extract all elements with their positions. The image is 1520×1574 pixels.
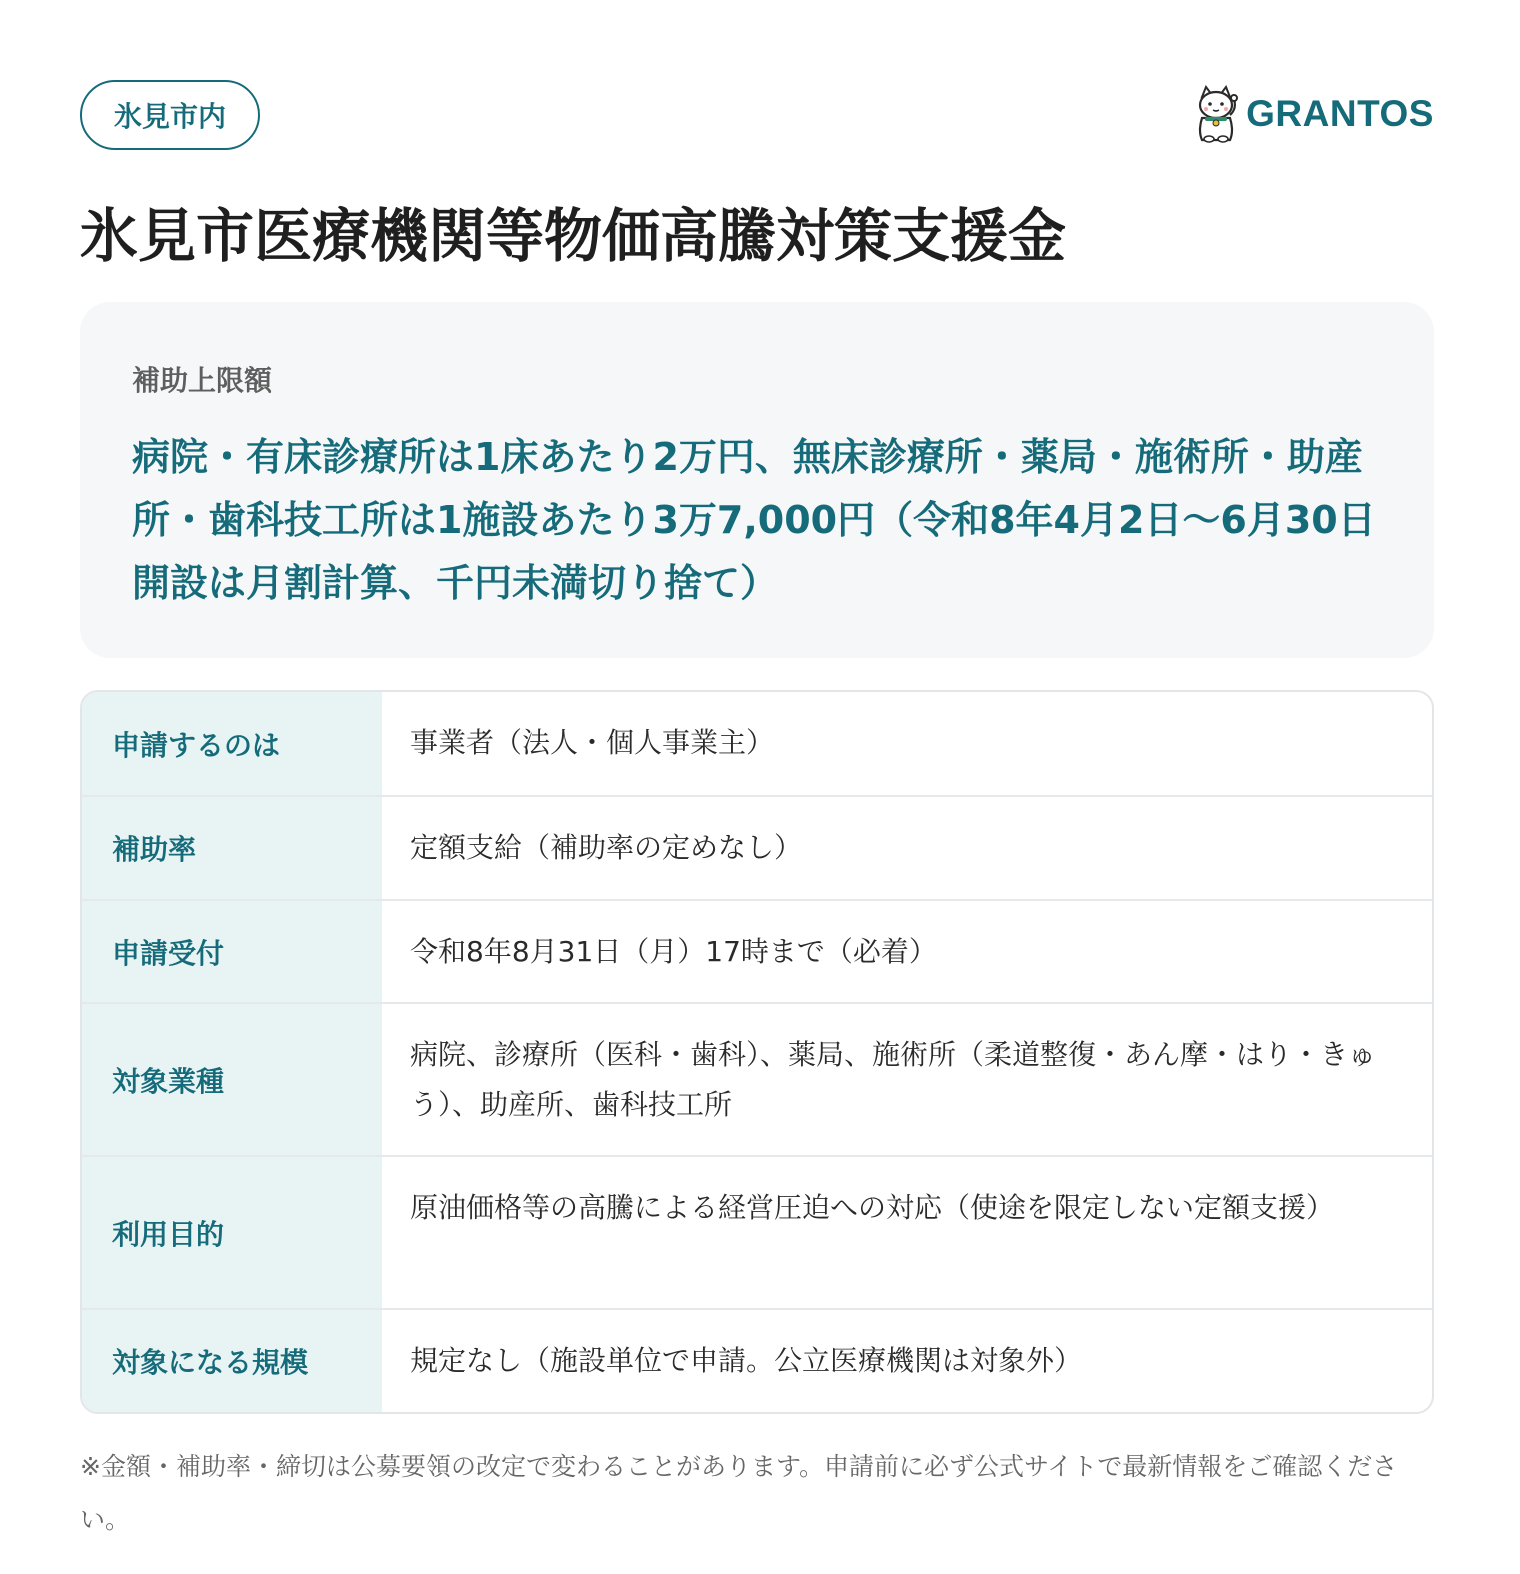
row-value: 定額支給（補助率の定めなし） xyxy=(410,831,803,864)
disclaimer-note: ※金額・補助率・締切は公募要領の改定で変わることがあります。申請前に必ず公式サイトで最新情報をご確認ください。 xyxy=(80,1452,1398,1534)
table-row xyxy=(82,692,1432,795)
amount-box xyxy=(80,302,1434,658)
logo-text: GRANTOS xyxy=(1246,93,1434,134)
logo xyxy=(1194,84,1434,144)
row-value: 令和8年8月31日（月）17時まで（必着） xyxy=(410,935,937,968)
amount-label: 補助上限額 xyxy=(132,364,273,397)
table-row xyxy=(82,1002,1432,1155)
row-label: 申請受付 xyxy=(82,901,382,1002)
header xyxy=(80,80,1434,150)
row-label: 申請するのは xyxy=(82,692,382,795)
amount-value: 病院・有床診療所は1床あたり2万円、無床診療所・薬局・施術所・助産所・歯科技工所は1施設あたり3万7,000円（令和8年4月2日〜6月30日開設は月割計算、千円未満切り捨て） xyxy=(132,435,1376,605)
row-value: 病院、診療所（医科・歯科）、薬局、施術所（柔道整復・あん摩・はり・きゅう）、助産所、歯科技工所 xyxy=(410,1038,1377,1121)
row-label: 補助率 xyxy=(82,797,382,899)
lucky-cat-icon xyxy=(1194,85,1238,143)
page-title: 氷見市医療機関等物価高騰対策支援金 xyxy=(80,202,1067,270)
table-row xyxy=(82,795,1432,899)
table-row xyxy=(82,1155,1432,1308)
row-label: 利用目的 xyxy=(82,1157,382,1308)
table-row xyxy=(82,1308,1432,1412)
info-table xyxy=(80,690,1434,1414)
row-value: 事業者（法人・個人事業主） xyxy=(410,726,775,759)
row-label: 対象になる規模 xyxy=(82,1310,382,1412)
table-row xyxy=(82,899,1432,1002)
row-value: 規定なし（施設単位で申請。公立医療機関は対象外） xyxy=(410,1344,1083,1377)
row-label: 対象業種 xyxy=(82,1004,382,1155)
region-badge: 氷見市内 xyxy=(80,80,260,150)
row-value: 原油価格等の高騰による経営圧迫への対応（使途を限定しない定額支援） xyxy=(410,1191,1335,1224)
